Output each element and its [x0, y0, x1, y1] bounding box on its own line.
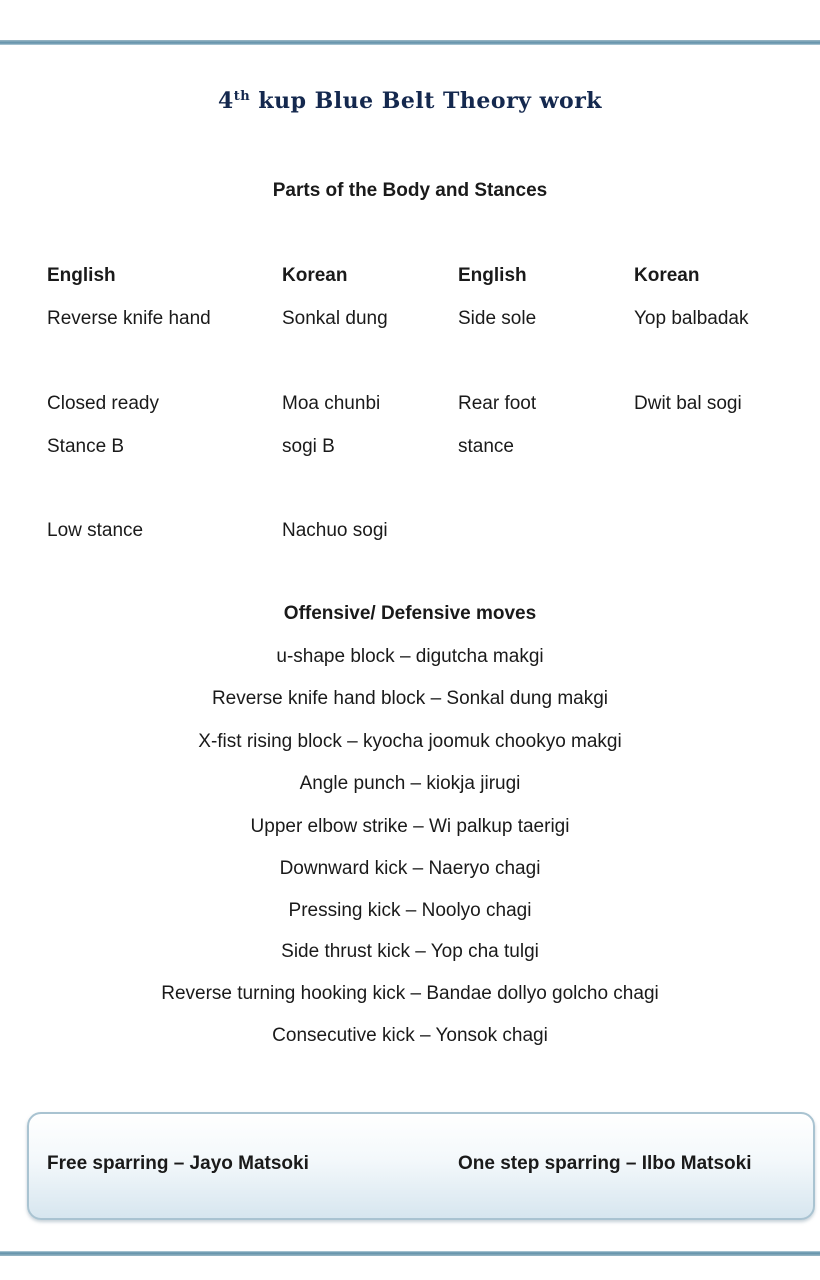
header-korean-2: Korean	[634, 265, 700, 286]
table-cell: Reverse knife hand	[47, 308, 211, 329]
table-cell: Closed ready	[47, 393, 159, 414]
table-cell: Rear foot	[458, 393, 537, 414]
table-cell: Side sole	[458, 308, 537, 329]
table-cell: Low stance	[47, 520, 144, 541]
free-sparring-text: Free sparring – Jayo Matsoki	[47, 1153, 309, 1174]
section-heading-moves: Offensive/ Defensive moves	[283, 603, 537, 624]
list-item: Consecutive kick – Yonsok chagi	[272, 1025, 548, 1046]
list-item: Reverse knife hand block – Sonkal dung makgi	[211, 688, 609, 709]
section-heading-body-stances: Parts of the Body and Stances	[272, 180, 548, 201]
table-cell: sogi B	[282, 436, 335, 457]
table-cell: Stance B	[47, 436, 125, 457]
header-english-1: English	[47, 265, 116, 286]
header-english-2: English	[458, 265, 527, 286]
table-cell: Dwit bal sogi	[634, 393, 742, 414]
table-cell: Nachuo sogi	[282, 520, 388, 541]
list-item: X-fist rising block – kyocha joomuk chookyo makgi	[198, 731, 622, 752]
table-cell: stance	[458, 436, 514, 457]
header-korean-1: Korean	[282, 265, 348, 286]
table-cell: Yop balbadak	[634, 308, 749, 329]
title-number: 4	[217, 88, 234, 114]
list-item: Downward kick – Naeryo chagi	[279, 858, 541, 879]
table-cell: Moa chunbi	[282, 393, 381, 414]
list-item: Pressing kick – Noolyo chagi	[288, 900, 532, 921]
list-item: Upper elbow strike – Wi palkup taerigi	[250, 816, 570, 837]
bottom-rule	[0, 1251, 820, 1256]
one-step-sparring-text: One step sparring – Ilbo Matsoki	[458, 1153, 752, 1174]
list-item: Side thrust kick – Yop cha tulgi	[281, 941, 539, 962]
top-rule	[0, 40, 820, 45]
list-item: u-shape block – digutcha makgi	[276, 646, 544, 667]
list-item: Reverse turning hooking kick – Bandae dollyo golcho chagi	[161, 983, 659, 1004]
title-text: kup Blue Belt Theory work	[250, 88, 603, 114]
page-title	[0, 88, 820, 114]
table-cell: Sonkal dung	[282, 308, 388, 329]
title-ordinal-suffix: th	[233, 89, 251, 104]
list-item: Angle punch – kiokja jirugi	[299, 773, 521, 794]
